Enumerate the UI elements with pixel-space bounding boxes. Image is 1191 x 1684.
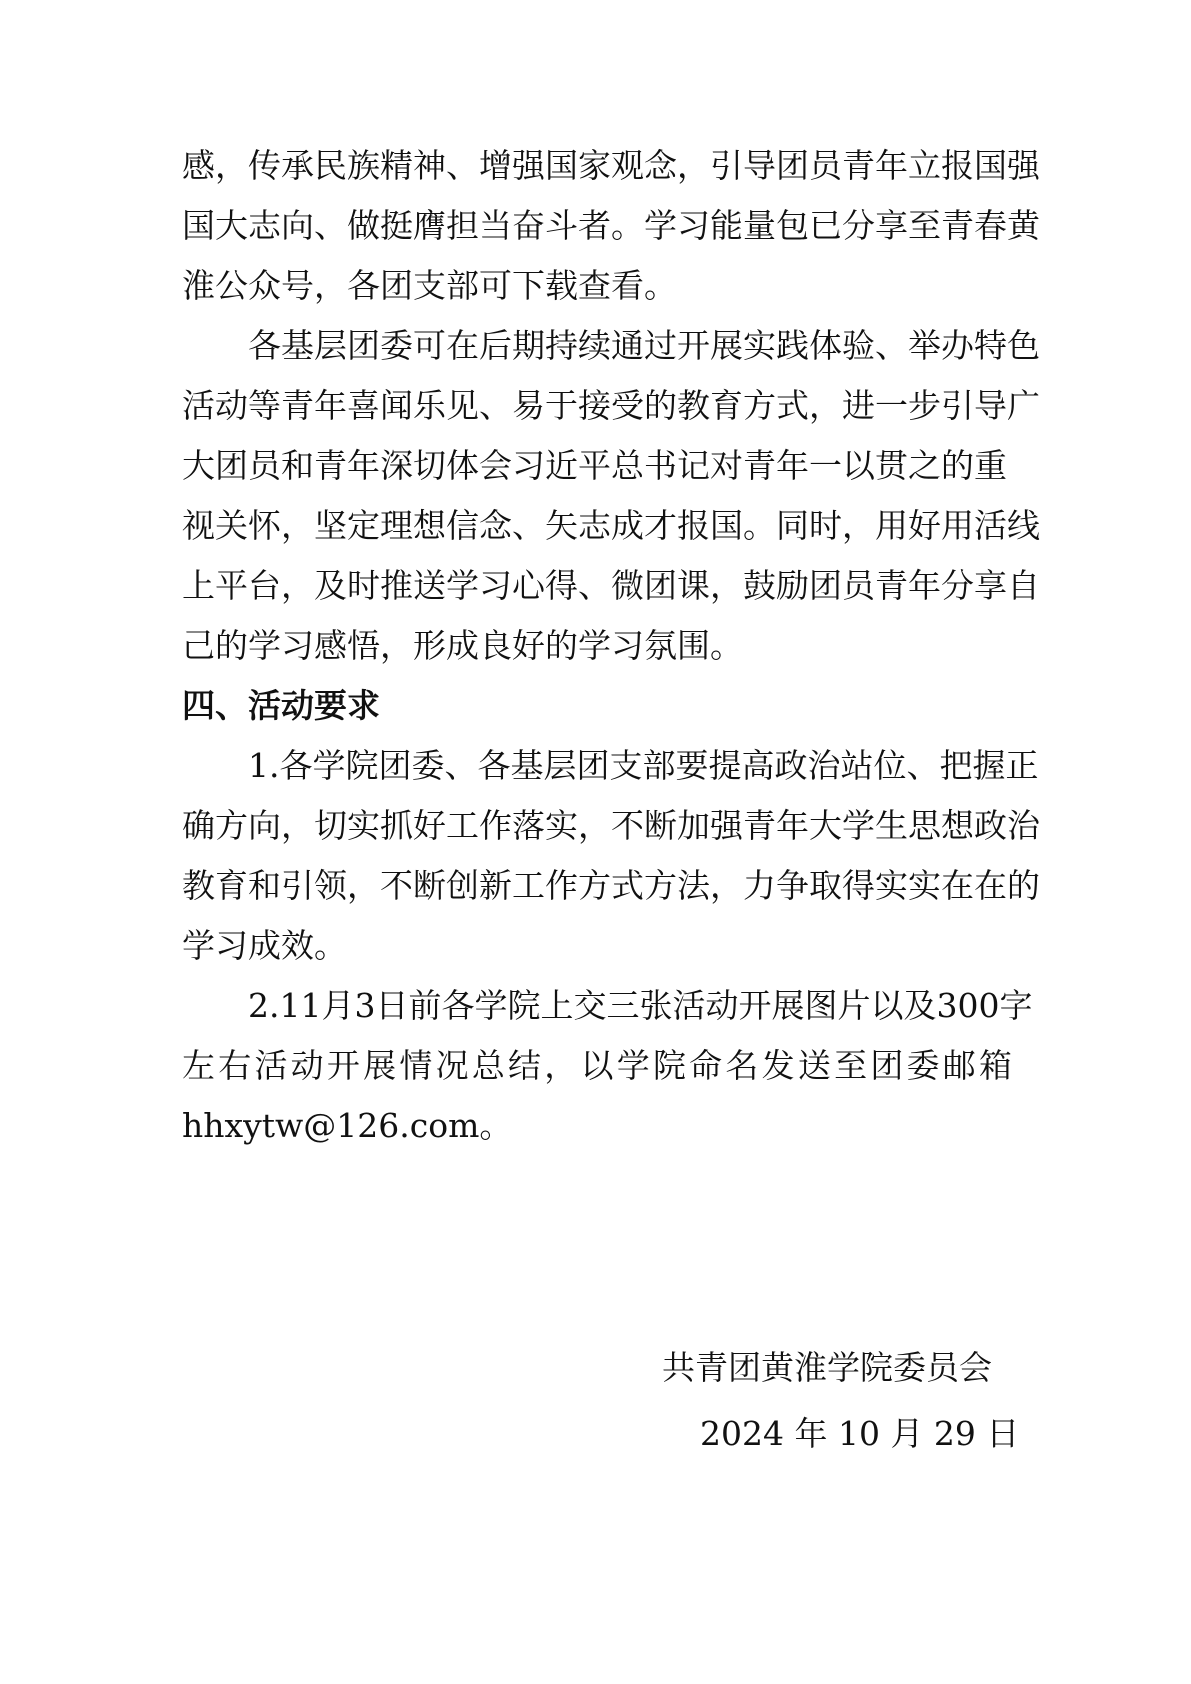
signature-organization: 共青团黄淮学院委员会 [662, 1348, 992, 1387]
paragraph-line: 活动等青年喜闻乐见、易于接受的教育方式，进一步引导广 [182, 386, 1040, 425]
paragraph-line: 大团员和青年深切体会习近平总书记对青年一以贯之的重 [182, 446, 1007, 485]
paragraph-line: 各基层团委可在后期持续通过开展实践体验、举办特色 [248, 326, 1040, 365]
paragraph-line: 己的学习感悟，形成良好的学习氛围。 [182, 626, 743, 665]
requirement-line: 左右活动开展情况总结，以学院命名发送至团委邮箱 [182, 1046, 1012, 1085]
paragraph-line: 淮公众号，各团支部可下载查看。 [182, 266, 677, 305]
email-line: hhxytw@126.com。 [182, 1106, 513, 1145]
requirement-line: 学习成效。 [182, 926, 347, 965]
requirement-line: 2.11月3日前各学院上交三张活动开展图片以及300字 [248, 986, 1033, 1025]
requirement-line: 1.各学院团委、各基层团支部要提高政治站位、把握正 [248, 746, 1039, 785]
paragraph-line: 视关怀，坚定理想信念、矢志成才报国。同时，用好用活线 [182, 506, 1040, 545]
paragraph-line: 上平台，及时推送学习心得、微团课，鼓励团员青年分享自 [182, 566, 1040, 605]
signature-date: 2024 年 10 月 29 日 [700, 1414, 1020, 1453]
paragraph-line: 国大志向、做挺膺担当奋斗者。学习能量包已分享至青春黄 [182, 206, 1040, 245]
paragraph-line: 感，传承民族精神、增强国家观念，引导团员青年立报国强 [182, 146, 1040, 185]
requirement-line: 确方向，切实抓好工作落实，不断加强青年大学生思想政治 [182, 806, 1040, 845]
requirement-line: 教育和引领，不断创新工作方式方法，力争取得实实在在的 [182, 866, 1040, 905]
section-heading: 四、活动要求 [182, 686, 380, 725]
